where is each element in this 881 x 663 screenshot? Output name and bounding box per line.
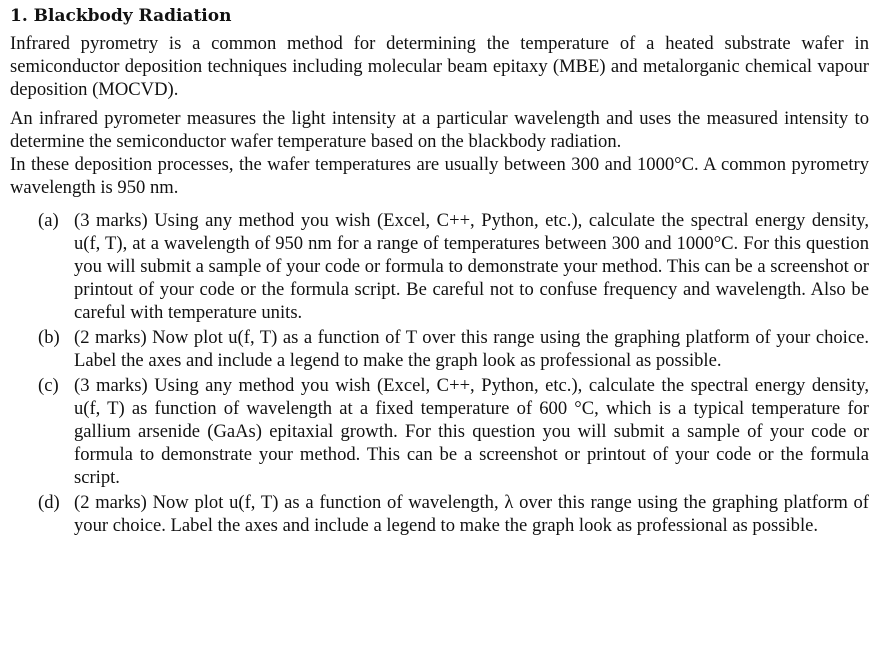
part-text: (2 marks) Now plot u(f, T) as a function of T over this range using the graphing platform of your choice. Label the axes and include a legend to make the graph look as professional as possible. (74, 327, 869, 371)
intro-paragraph: Infrared pyrometry is a common method for determining the temperature of a heated substrate wafer in semiconductor deposition techniques including molecular beam epitaxy (MBE) and metalorganic chemical vapour deposition (MOCVD). (10, 33, 869, 100)
section-number: 1. (10, 6, 28, 26)
question-part-c (10, 374, 869, 489)
part-text: (3 marks) Using any method you wish (Excel, C++, Python, etc.), calculate the spectral energy density, u(f, T), at a wavelength of 950 nm for a range of temperatures between 300 and 1000°C. For this question you will submit a sample of your code or formula to demonstrate your method. This can be a screenshot or printout of your code or the formula script. Be careful not to confuse frequency and wavelength. Also be careful with temperature units. (74, 210, 869, 323)
part-label: (b) (38, 327, 60, 348)
part-text: (2 marks) Now plot u(f, T) as a function of wavelength, λ over this range using the graphing platform of your choice. Label the axes and include a legend to make the graph look as professional as possible. (74, 492, 869, 536)
part-label: (a) (38, 210, 59, 231)
part-label: (c) (38, 375, 59, 396)
section-heading (10, 4, 869, 28)
part-text: (3 marks) Using any method you wish (Excel, C++, Python, etc.), calculate the spectral energy density, u(f, T) as function of wavelength at a fixed temperature of 600 °C, which is a typical temperature for gallium arsenide (GaAs) epitaxial growth. For this question you will submit a sample of your code or formula to demonstrate your method. This can be a screenshot or printout of your code or the formula script. (74, 375, 869, 488)
question-part-b (10, 326, 869, 372)
pyrometer-paragraph: An infrared pyrometer measures the light intensity at a particular wavelength and uses the measured intensity to determine the semiconductor wafer temperature based on the blackbody radiation. (10, 108, 869, 152)
part-label: (d) (38, 492, 60, 513)
section-title: Blackbody Radiation (33, 6, 232, 26)
question-parts-list (10, 209, 869, 537)
temperature-paragraph: In these deposition processes, the wafer temperatures are usually between 300 and 1000°C. A common pyrometry wavelength is 950 nm. (10, 154, 869, 198)
question-part-d (10, 491, 869, 537)
question-part-a (10, 209, 869, 324)
